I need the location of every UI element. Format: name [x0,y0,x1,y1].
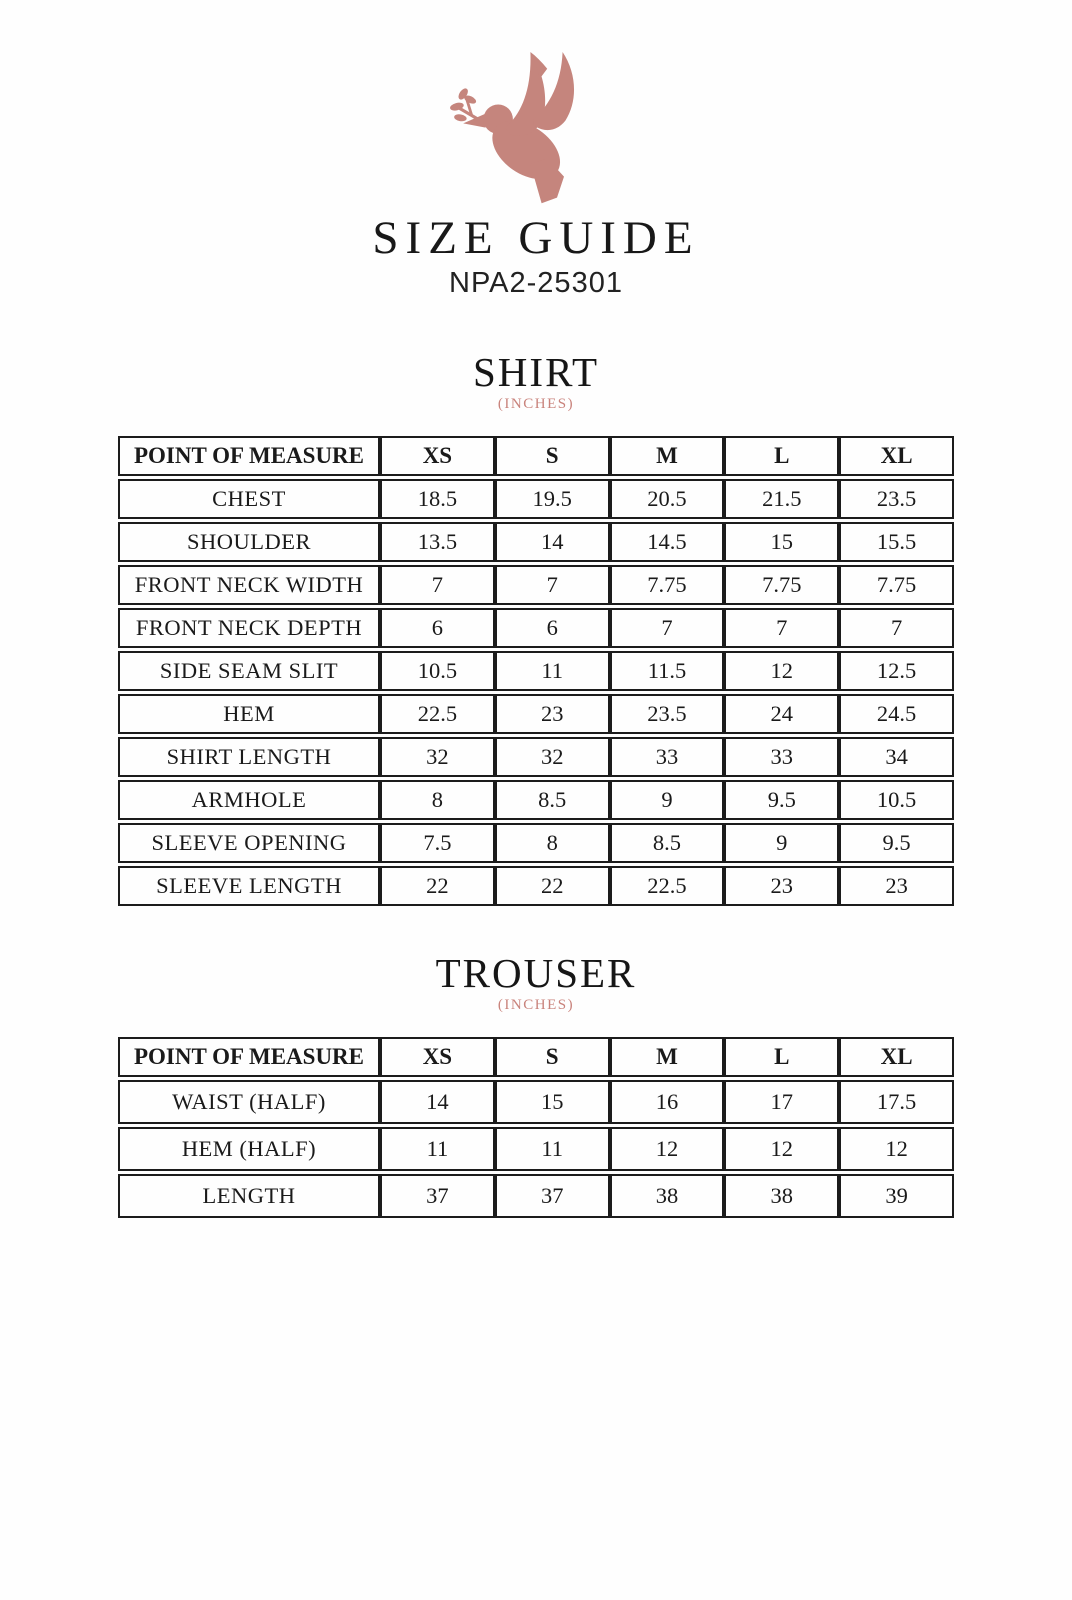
size-value-cell: 20.5 [610,479,725,519]
column-header: XL [839,436,954,476]
page-header [0,0,1072,300]
size-value-cell: 9.5 [724,780,839,820]
size-value-cell: 33 [724,737,839,777]
measure-label-cell: SHIRT LENGTH [118,737,380,777]
size-value-cell: 15 [724,522,839,562]
size-value-cell: 17.5 [839,1080,954,1124]
size-value-cell: 7.75 [839,565,954,605]
size-value-cell: 10.5 [839,780,954,820]
size-value-cell: 8.5 [610,823,725,863]
size-value-cell: 22.5 [380,694,495,734]
size-value-cell: 12 [724,1127,839,1171]
size-value-cell: 24 [724,694,839,734]
size-value-cell: 32 [380,737,495,777]
table-row [118,823,954,863]
size-value-cell: 12.5 [839,651,954,691]
table-row [118,737,954,777]
size-value-cell: 10.5 [380,651,495,691]
table-row [118,608,954,648]
column-header: L [724,436,839,476]
size-value-cell: 7.5 [380,823,495,863]
measure-label-cell: CHEST [118,479,380,519]
column-header: S [495,1037,610,1077]
size-value-cell: 7 [495,565,610,605]
size-value-cell: 37 [495,1174,610,1218]
column-header: M [610,1037,725,1077]
size-value-cell: 39 [839,1174,954,1218]
size-value-cell: 23.5 [610,694,725,734]
measure-label-cell: SLEEVE OPENING [118,823,380,863]
size-value-cell: 12 [839,1127,954,1171]
table-row [118,1174,954,1218]
table-row [118,522,954,562]
size-value-cell: 34 [839,737,954,777]
size-value-cell: 11 [380,1127,495,1171]
shirt-unit-label: (INCHES) [497,396,575,413]
size-value-cell: 11 [495,651,610,691]
column-header: M [610,436,725,476]
measure-label-cell: SIDE SEAM SLIT [118,651,380,691]
table-row [118,1127,954,1171]
measure-label-cell: SLEEVE LENGTH [118,866,380,906]
product-code: NPA2-25301 [449,267,623,300]
size-value-cell: 14 [380,1080,495,1124]
size-value-cell: 7 [839,608,954,648]
shirt-section-heading: SHIRT [473,349,599,396]
size-value-cell: 12 [610,1127,725,1171]
size-value-cell: 11.5 [610,651,725,691]
size-value-cell: 14.5 [610,522,725,562]
size-value-cell: 11 [495,1127,610,1171]
size-value-cell: 16 [610,1080,725,1124]
size-value-cell: 32 [495,737,610,777]
size-value-cell: 19.5 [495,479,610,519]
size-value-cell: 24.5 [839,694,954,734]
shirt-size-table [118,433,954,909]
column-header: XS [380,1037,495,1077]
table-row [118,694,954,734]
table-row [118,1080,954,1124]
size-value-cell: 37 [380,1174,495,1218]
size-value-cell: 7 [610,608,725,648]
column-header: XS [380,436,495,476]
size-value-cell: 23 [724,866,839,906]
table-header-row [118,1037,954,1077]
size-value-cell: 6 [495,608,610,648]
table-row [118,651,954,691]
size-value-cell: 9.5 [839,823,954,863]
size-value-cell: 23 [495,694,610,734]
size-value-cell: 22.5 [610,866,725,906]
size-value-cell: 18.5 [380,479,495,519]
measure-label-cell: FRONT NECK DEPTH [118,608,380,648]
measure-label-cell: HEM (HALF) [118,1127,380,1171]
measure-label-cell: FRONT NECK WIDTH [118,565,380,605]
dove-logo-icon [446,38,626,206]
trouser-size-table [118,1034,954,1221]
column-header: L [724,1037,839,1077]
size-value-cell: 38 [610,1174,725,1218]
column-header: POINT OF MEASURE [118,1037,380,1077]
size-value-cell: 15 [495,1080,610,1124]
size-value-cell: 38 [724,1174,839,1218]
trouser-section-heading: TROUSER [435,950,637,997]
size-value-cell: 7 [380,565,495,605]
size-value-cell: 33 [610,737,725,777]
size-value-cell: 14 [495,522,610,562]
page-title: SIZE GUIDE [372,212,700,264]
size-value-cell: 7 [724,608,839,648]
size-value-cell: 23 [839,866,954,906]
size-value-cell: 17 [724,1080,839,1124]
size-value-cell: 6 [380,608,495,648]
size-value-cell: 9 [724,823,839,863]
table-row [118,780,954,820]
shirt-section [0,349,1072,909]
size-value-cell: 22 [495,866,610,906]
table-row [118,565,954,605]
size-value-cell: 8 [380,780,495,820]
measure-label-cell: ARMHOLE [118,780,380,820]
size-value-cell: 15.5 [839,522,954,562]
measure-label-cell: SHOULDER [118,522,380,562]
size-value-cell: 13.5 [380,522,495,562]
table-row [118,479,954,519]
size-value-cell: 23.5 [839,479,954,519]
table-row [118,866,954,906]
trouser-section [0,950,1072,1221]
column-header: XL [839,1037,954,1077]
size-value-cell: 22 [380,866,495,906]
measure-label-cell: LENGTH [118,1174,380,1218]
size-value-cell: 7.75 [610,565,725,605]
measure-label-cell: HEM [118,694,380,734]
size-value-cell: 8.5 [495,780,610,820]
size-value-cell: 9 [610,780,725,820]
size-value-cell: 12 [724,651,839,691]
table-header-row [118,436,954,476]
measure-label-cell: WAIST (HALF) [118,1080,380,1124]
size-value-cell: 21.5 [724,479,839,519]
size-value-cell: 7.75 [724,565,839,605]
trouser-unit-label: (INCHES) [497,997,575,1014]
column-header: S [495,436,610,476]
column-header: POINT OF MEASURE [118,436,380,476]
size-value-cell: 8 [495,823,610,863]
